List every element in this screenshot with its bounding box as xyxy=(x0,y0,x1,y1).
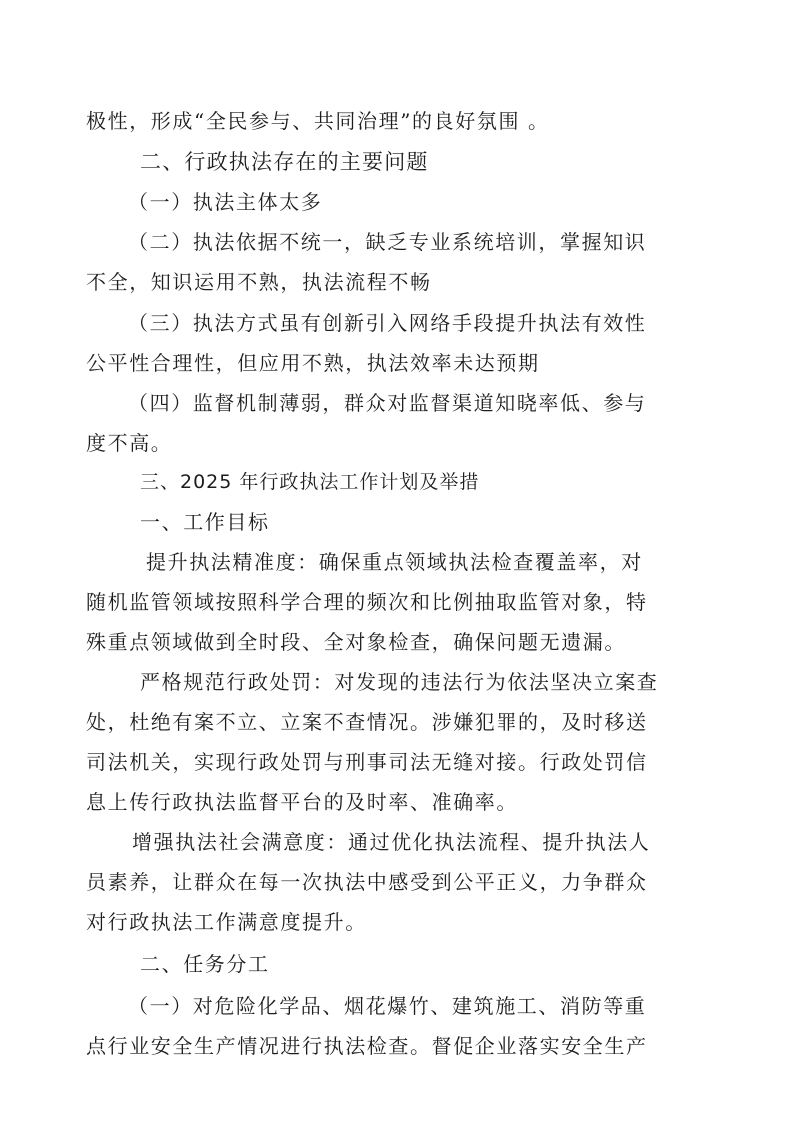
goals-p3-line1: 增强执法社会满意度：通过优化执法流程、提升执法人 xyxy=(132,830,651,854)
goals-p3-line3: 对行政执法工作满意度提升。 xyxy=(86,910,367,934)
section2-item1: （一）执法主体太多 xyxy=(128,190,323,214)
goals-p2-line1: 严格规范行政处罚：对发现的违法行为依法坚决立案查 xyxy=(140,670,659,694)
goals-p1-line1: 提升执法精准度：确保重点领域执法检查覆盖率，对 xyxy=(146,550,643,574)
section2-item2-line1: （二）执法依据不统一，缺乏专业系统培训，掌握知识 xyxy=(128,230,647,254)
tasks-p1-line1: （一）对危险化学品、烟花爆竹、建筑施工、消防等重 xyxy=(128,994,647,1018)
section2-item3-line2: 公平性合理性，但应用不熟，执法效率未达预期 xyxy=(86,351,540,375)
section2-item3-line1: （三）执法方式虽有创新引入网络手段提升执法有效性 xyxy=(128,311,647,335)
goals-p2-line3: 司法机关，实现行政处罚与刑事司法无缝对接。行政处罚信 xyxy=(86,750,648,774)
section2-item2-line2: 不全，知识运用不熟，执法流程不畅 xyxy=(86,270,432,294)
section2-heading: 二、行政执法存在的主要问题 xyxy=(140,150,429,174)
goals-p1-line2: 随机监管领域按照科学合理的频次和比例抽取监管对象，特 xyxy=(86,590,648,614)
goals-p2-line2: 处，杜绝有案不立、立案不查情况。涉嫌犯罪的，及时移送 xyxy=(86,710,648,734)
tasks-heading: 二、任务分工 xyxy=(140,952,270,976)
goals-p3-line2: 员素养，让群众在每一次执法中感受到公平正义，力争群众 xyxy=(86,870,648,894)
section2-item4-line2: 度不高。 xyxy=(86,431,173,455)
section3-heading: 三、2025 年行政执法工作计划及举措 xyxy=(140,471,480,493)
goals-heading: 一、工作目标 xyxy=(140,510,270,534)
intro-tail-text: 极性，形成“全民参与、共同治理”的良好氛围 。 xyxy=(86,109,550,133)
goals-p2-line4: 息上传行政执法监督平台的及时率、准确率。 xyxy=(86,790,518,814)
goals-p1-line3: 殊重点领域做到全时段、全对象检查，确保问题无遗漏。 xyxy=(86,630,626,654)
tasks-p1-line2: 点行业安全生产情况进行执法检查。督促企业落实安全生产 xyxy=(86,1034,648,1058)
section2-item4-line1: （四）监督机制薄弱，群众对监督渠道知晓率低、参与 xyxy=(128,391,647,415)
